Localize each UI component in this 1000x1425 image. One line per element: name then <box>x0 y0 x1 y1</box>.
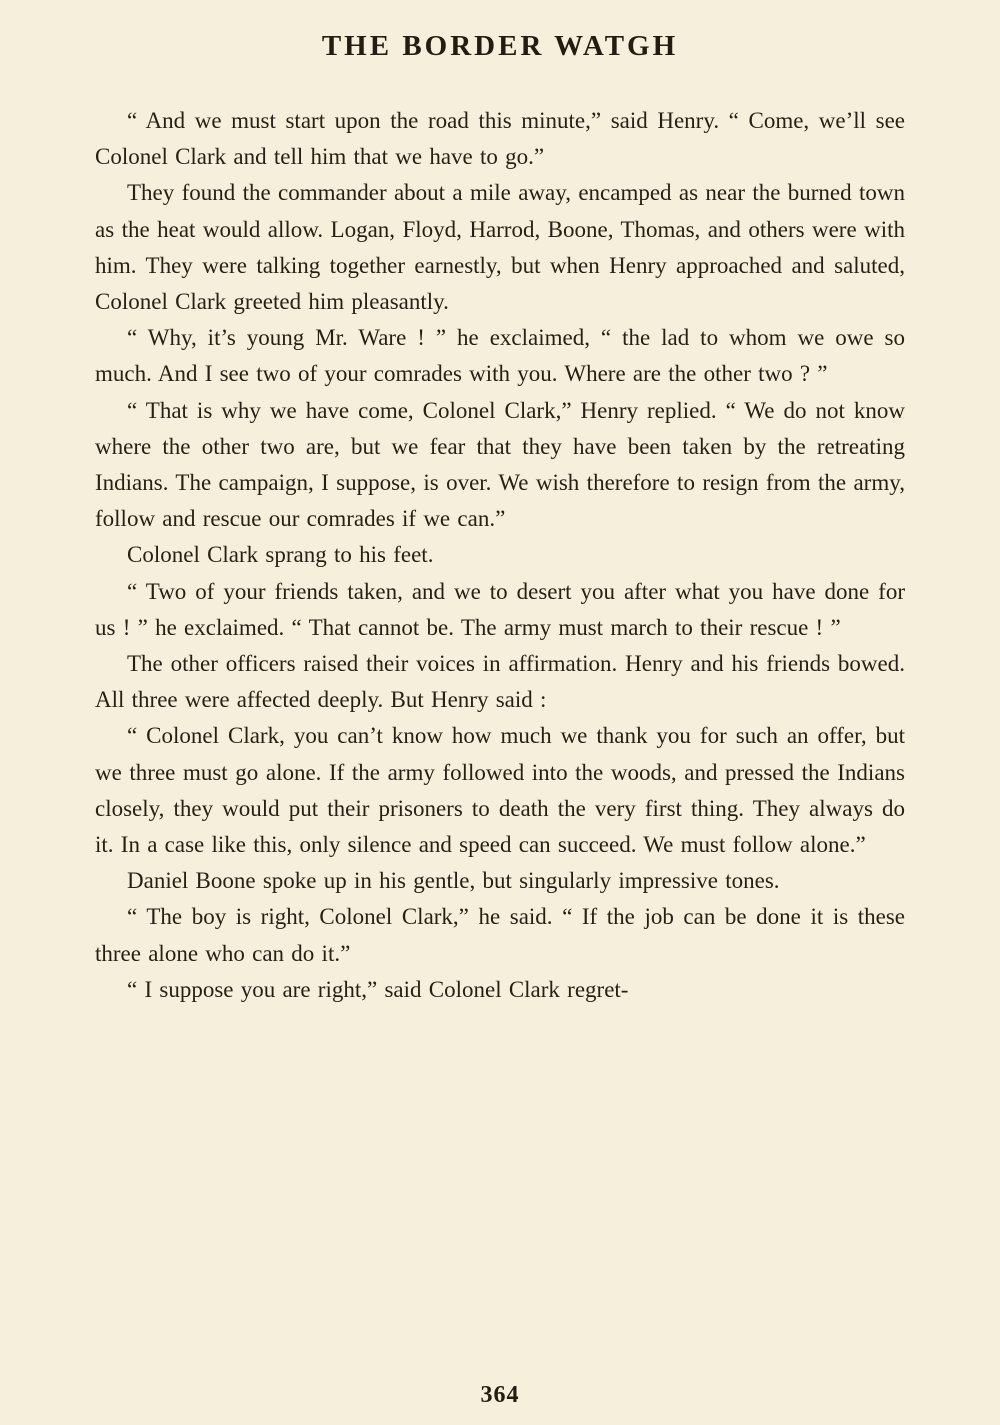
paragraph: “ That is why we have come, Colonel Clark,” Henry replied. “ We do not know where the other two are, but we fear that they have been taken by the retreating Indians. The campaign, I suppose, is over. We wish therefore to resign from the army, follow and rescue our comrades if we can.” <box>95 397 905 532</box>
paragraph: Colonel Clark sprang to his feet. <box>127 542 434 568</box>
paragraph: They found the commander about a mile away, encamped as near the burned town as the heat would allow. Logan, Floyd, Harrod, Boone, Thomas, and others were with him. They were talking together earnestly, but when Henry approached and saluted, Colonel Clark greeted him pleasantly. <box>95 180 905 315</box>
paragraph: Daniel Boone spoke up in his gentle, but singularly impressive tones. <box>127 868 780 894</box>
paragraph: The other officers raised their voices in affirmation. Henry and his friends bowed. All three were affected deeply. But Henry said : <box>95 651 905 713</box>
paragraph: “ Two of your friends taken, and we to desert you after what you have done for us ! ” he exclaimed. “ That cannot be. The army must march to their rescue ! ” <box>95 578 905 640</box>
paragraph: “ Colonel Clark, you can’t know how much we thank you for such an offer, but we three must go alone. If the army followed into the woods, and pressed the Indians closely, they would put their prisoners to death the very first thing. They always do it. In a case like this, only silence and speed can succeed. We must follow alone.” <box>95 723 905 858</box>
paragraph: “ I suppose you are right,” said Colonel Clark regret- <box>127 976 629 1002</box>
page-body <box>95 103 905 1008</box>
page-number: 364 <box>480 1382 520 1408</box>
paragraph: “ The boy is right, Colonel Clark,” he said. “ If the job can be done it is these three alone who can do it.” <box>95 904 905 966</box>
page-title: THE BORDER WATGH <box>321 30 679 62</box>
paragraph: “ And we must start upon the road this minute,” said Henry. “ Come, we’ll see Colonel Clark and tell him that we have to go.” <box>95 108 905 170</box>
paragraph: “ Why, it’s young Mr. Ware ! ” he exclaimed, “ the lad to whom we owe so much. And I see two of your comrades with you. Where are the other two ? ” <box>95 325 905 387</box>
